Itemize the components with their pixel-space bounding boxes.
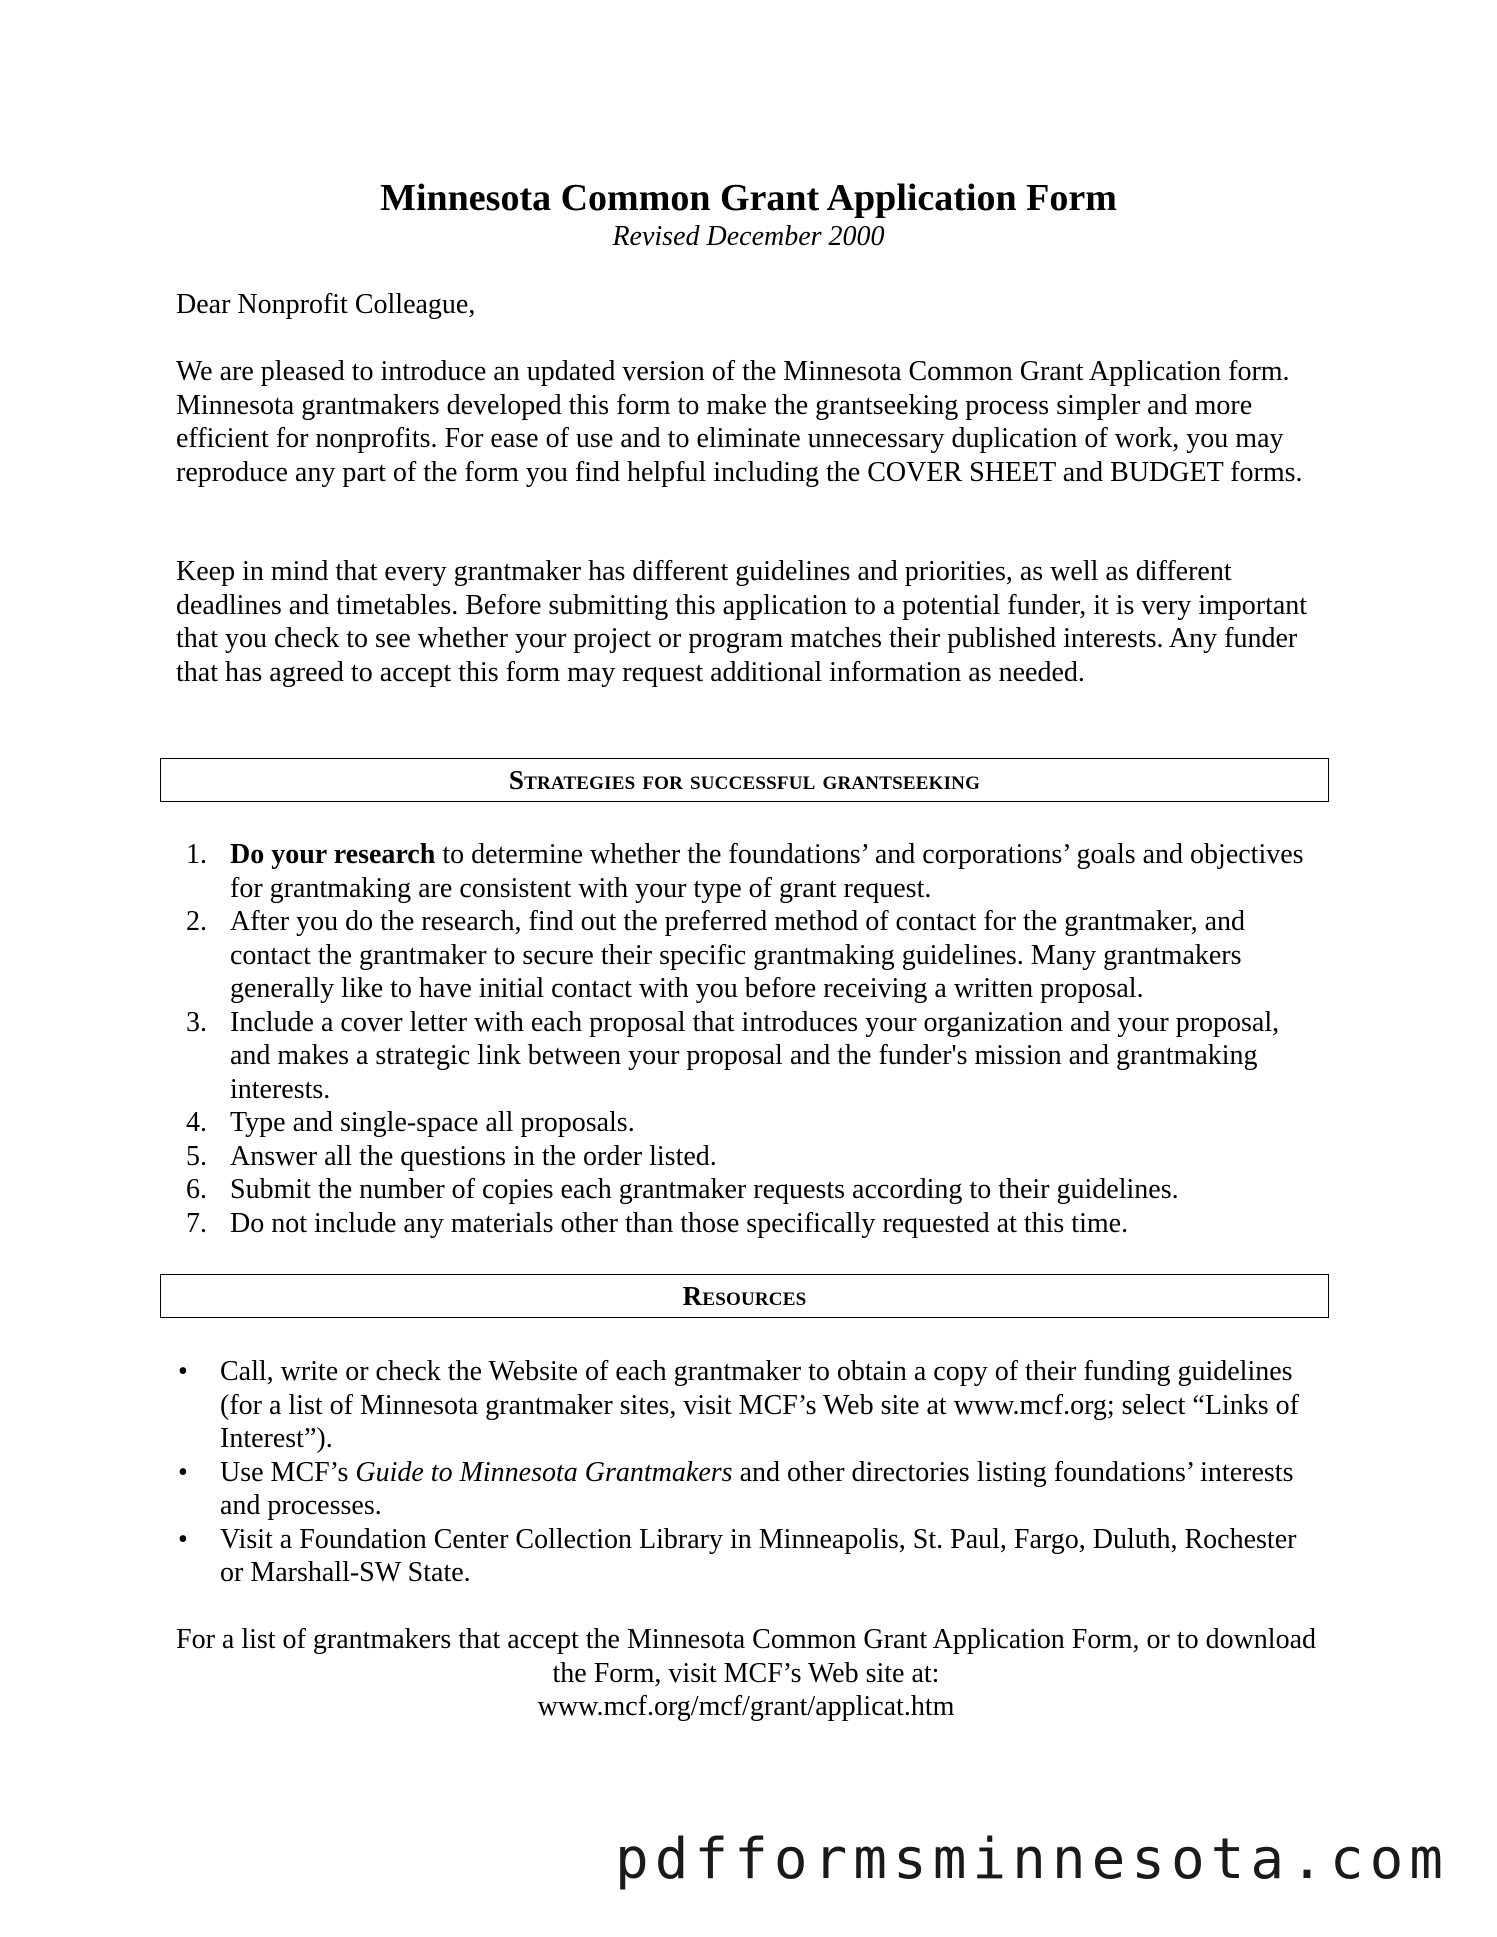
list-item — [176, 1456, 1326, 1523]
item-number: 1. — [186, 839, 207, 870]
item-number: 4. — [186, 1107, 207, 1138]
item-number: 3. — [186, 1006, 207, 1038]
closing-note — [176, 1623, 1316, 1724]
item-number: 5. — [186, 1140, 207, 1172]
list-item — [176, 1006, 1326, 1107]
item-text: Call, write or check the Website of each grantmaker to obtain a copy of their funding guidelines (for a list of Minnesota grantmaker sites, visit MCF’s Web site at www.mcf.org; select “Links of Interest”). — [220, 1356, 1299, 1454]
item-text: and other directories listing foundations’ interests and processes. — [220, 1456, 1294, 1521]
item-number: 7. — [186, 1207, 207, 1239]
guidelines-paragraph: Keep in mind that every grantmaker has different guidelines and priorities, as well as different deadlines and timetables. Before submitting this application to a potential funder, it is very important that you check to see whether your project or program matches their published interests. Any funder that has agreed to accept this form may request additional information as needed. — [176, 556, 1308, 688]
list-item — [176, 1355, 1326, 1456]
item-text: Include a cover letter with each proposal that introduces your organization and your proposal, and makes a strategic link between your proposal and the funder's mission and grantmaking interests. — [230, 1006, 1280, 1105]
page-subtitle: Revised December 2000 — [612, 221, 885, 252]
item-bold-text: Do your research — [230, 839, 436, 870]
resources-heading: Resources — [160, 1274, 1329, 1318]
item-text: Visit a Foundation Center Collection Library in Minneapolis, St. Paul, Fargo, Duluth, Rochester or Marshall-SW State. — [220, 1523, 1297, 1588]
item-text: Type and single-space all proposals. — [230, 1107, 635, 1138]
item-number: 6. — [186, 1174, 207, 1205]
salutation: Dear Nonprofit Colleague, — [176, 289, 476, 320]
strategies-list — [176, 838, 1326, 1240]
list-item — [176, 1106, 1326, 1140]
item-text: Do not include any materials other than those specifically requested at this time. — [230, 1207, 1129, 1239]
bullet-icon: • — [178, 1456, 188, 1488]
list-item — [176, 1140, 1326, 1174]
item-number: 2. — [186, 906, 207, 937]
item-text: Use MCF’s — [220, 1456, 356, 1488]
item-text: After you do the research, find out the preferred method of contact for the grantmaker, and contact the grantmaker to secure their specific grantmaking guidelines. Many grantmakers generally like to have initial contact with you before receiving a written proposal. — [230, 906, 1246, 1004]
resources-list — [176, 1355, 1326, 1590]
list-item — [176, 1173, 1326, 1207]
watermark: pdfformsminnesota.com — [614, 1827, 1449, 1892]
list-item — [176, 905, 1326, 1006]
intro-paragraph: We are pleased to introduce an updated version of the Minnesota Common Grant Application form. Minnesota grantmakers developed this form to make the grantseeking process simpler and more efficient for nonprofits. For ease of use and to eliminate unnecessary duplication of work, you may reproduce any part of the form you find helpful including the COVER SHEET and BUDGET forms. — [176, 356, 1303, 488]
bullet-icon: • — [178, 1356, 188, 1387]
item-text: Submit the number of copies each grantmaker requests according to their guidelines. — [230, 1174, 1179, 1205]
list-item — [176, 1523, 1326, 1590]
page-title: Minnesota Common Grant Application Form — [380, 177, 1117, 219]
list-item — [176, 838, 1326, 905]
list-item — [176, 1207, 1326, 1241]
strategies-heading: Strategies for successful grantseeking — [160, 758, 1329, 802]
closing-text: For a list of grantmakers that accept the Minnesota Common Grant Application Form, or to download the Form, visit MCF’s Web site at: — [176, 1624, 1317, 1689]
bullet-icon: • — [178, 1523, 188, 1555]
item-italic-text: Guide to Minnesota Grantmakers — [355, 1456, 733, 1488]
item-text: Answer all the questions in the order listed. — [230, 1140, 717, 1172]
item-text: to determine whether the foundations’ and corporations’ goals and objectives for grantmaking are consistent with your type of grant request. — [230, 839, 1304, 904]
closing-url: www.mcf.org/mcf/grant/applicat.htm — [537, 1691, 955, 1722]
